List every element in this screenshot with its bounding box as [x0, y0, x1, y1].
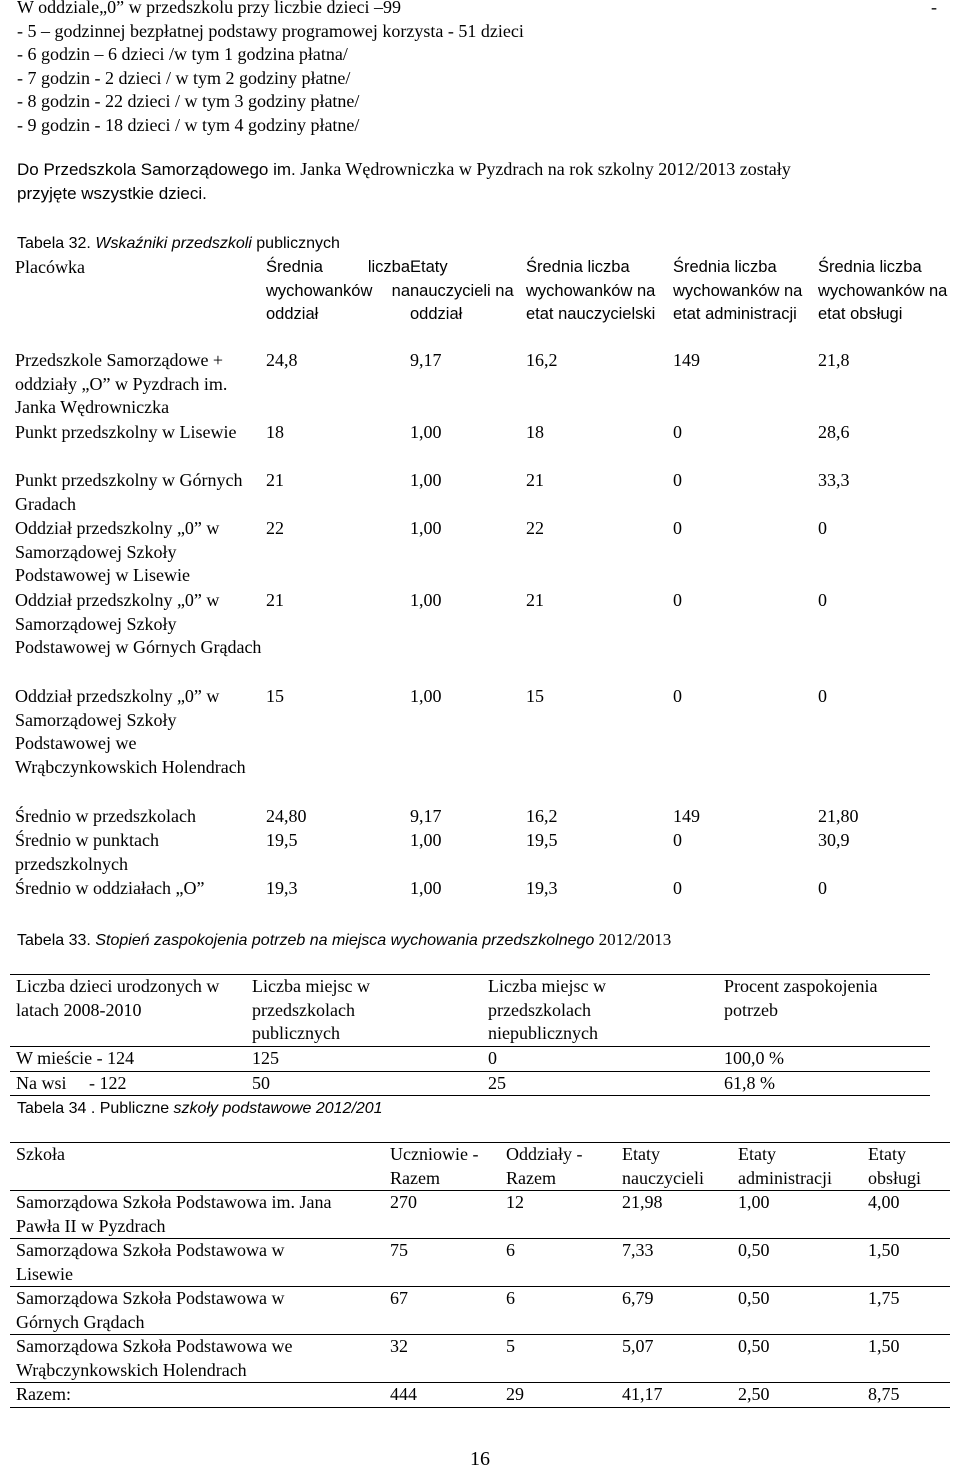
table-row [10, 1047, 930, 1072]
cell: 0 [818, 686, 827, 706]
table-row [10, 1191, 950, 1239]
table-row [10, 1335, 950, 1383]
cell: 24,80 [266, 806, 307, 826]
caption-title: Wskaźniki przedszkoli [95, 235, 252, 252]
intro-line: W oddziale„0” w przedszkolu przy liczbie dzieci –99 [17, 0, 402, 17]
header-cell: Liczba miejsc w przedszkolach publicznych [246, 975, 482, 1047]
table-row [15, 829, 950, 877]
table-row [15, 421, 950, 469]
cell-placowka: Średnio w przedszkolach [15, 806, 196, 826]
cell: 1,00 [410, 878, 442, 898]
cell: 9,17 [410, 806, 442, 826]
caption-title: Stopień zaspokojenia potrzeb na miejsca wychowania przedszkolnego [95, 932, 595, 949]
cell: 33,3 [818, 470, 850, 490]
cell: 0 [673, 878, 682, 898]
admission-note [17, 158, 947, 205]
cell: 41,17 [616, 1383, 732, 1408]
cell: 16,2 [526, 350, 558, 370]
cell: 6,79 [616, 1287, 732, 1335]
cell: 21 [266, 470, 284, 490]
cell-school: Razem: [10, 1383, 384, 1408]
header-cell: Szkoła [10, 1143, 384, 1191]
table-row [15, 877, 950, 903]
table-row [10, 1071, 930, 1096]
header-cell: Oddziały - Razem [500, 1143, 616, 1191]
header-cell: Etaty obsługi [862, 1143, 950, 1191]
table-header-row [15, 256, 950, 349]
cell-placowka: Oddział przedszkolny „0” w Samorządowej Szkoły Podstawowej w Górnych Grądach [15, 590, 262, 657]
cell: 1,50 [862, 1335, 950, 1383]
intro-dash: - [931, 0, 937, 17]
cell: 15 [266, 686, 284, 706]
cell: 270 [384, 1191, 500, 1239]
cell-placowka: Przedszkole Samorządowe + oddziały „O” w Pyzdrach im. Janka Wędrowniczka [15, 350, 228, 417]
cell: 0 [673, 830, 682, 850]
table-row [15, 349, 950, 421]
cell: 75 [384, 1239, 500, 1287]
cell-school: Samorządowa Szkoła Podstawowa im. Jana Pawła II w Pyzdrach [10, 1191, 384, 1239]
table-total-row [10, 1383, 950, 1408]
cell: 5 [500, 1335, 616, 1383]
cell: 22 [526, 518, 544, 538]
cell: 19,3 [266, 878, 298, 898]
cell-school: Samorządowa Szkoła Podstawowa w Górnych Grądach [10, 1287, 384, 1335]
cell: 7,33 [616, 1239, 732, 1287]
caption-tail: publicznych [251, 235, 340, 252]
cell-school: Samorządowa Szkoła Podstawowa w Lisewie [10, 1239, 384, 1287]
table33-caption [17, 928, 671, 953]
cell: 28,6 [818, 422, 850, 442]
caption-title: szkoły podstawowe 2012/201 [169, 1100, 383, 1117]
header-cell: Etaty administracji [732, 1143, 862, 1191]
table-row [15, 469, 950, 517]
caption-plain: Publiczne [99, 1100, 170, 1117]
cell-school: Samorządowa Szkoła Podstawowa we Wrąbczynkowskich Holendrach [10, 1335, 384, 1383]
cell: 0 [818, 590, 827, 610]
cell: 0 [673, 686, 682, 706]
cell: 32 [384, 1335, 500, 1383]
cell: 21,98 [616, 1191, 732, 1239]
table32-caption [17, 231, 340, 256]
note-rest: Janka Wędrowniczka w Pyzdrach na rok szkolny 2012/2013 zostały [295, 159, 791, 179]
cell-placowka: Oddział przedszkolny „0” w Samorządowej Szkoły Podstawowej we Wrąbczynkowskich Holendrach [15, 686, 246, 777]
caption-tail: 2012/2013 [594, 930, 672, 949]
header-cell: Średnia liczba wychowanków na etat nauczycielski [526, 258, 656, 323]
cell: 0 [482, 1047, 718, 1072]
caption-label: Tabela 33. [17, 932, 91, 949]
cell: 0,50 [732, 1287, 862, 1335]
header-cell: Uczniowie -Razem [384, 1143, 500, 1191]
cell: 18 [266, 422, 284, 442]
intro-line: - 9 godzin - 18 dzieci / w tym 4 godziny płatne/ [17, 114, 360, 135]
cell: 1,50 [862, 1239, 950, 1287]
cell: 2,50 [732, 1383, 862, 1408]
intro-block [17, 0, 947, 137]
cell: Na wsi - 122 [10, 1071, 246, 1096]
cell: 21,8 [818, 350, 850, 370]
cell: 21 [266, 590, 284, 610]
cell: 149 [673, 806, 700, 826]
header-cell: Średnia liczba wychowanków na etat obsługi [818, 258, 948, 323]
header-cell: Placówka [15, 257, 85, 277]
cell: 22 [266, 518, 284, 538]
caption-sep: . [86, 1100, 100, 1117]
table-row [15, 589, 950, 685]
cell: 0 [673, 422, 682, 442]
cell: 1,00 [410, 518, 442, 538]
cell: 0 [818, 518, 827, 538]
caption-label: Tabela 34 [17, 1100, 87, 1117]
cell: 50 [246, 1071, 482, 1096]
table-row [15, 805, 950, 829]
cell: 125 [246, 1047, 482, 1072]
cell: 1,00 [410, 590, 442, 610]
cell: 444 [384, 1383, 500, 1408]
cell: 0,50 [732, 1335, 862, 1383]
table-row [15, 517, 950, 589]
page-number: 16 [470, 1448, 490, 1470]
cell: 15 [526, 686, 544, 706]
cell: 19,3 [526, 878, 558, 898]
cell-placowka: Średnio w oddziałach „O” [15, 878, 205, 898]
intro-line: - 8 godzin - 22 dzieci / w tym 3 godziny płatne/ [17, 91, 360, 111]
cell: 24,8 [266, 350, 298, 370]
cell: 1,00 [410, 686, 442, 706]
header-cell: Liczba dzieci urodzonych w latach 2008-2010 [10, 975, 246, 1047]
cell: 8,75 [862, 1383, 950, 1408]
cell: 12 [500, 1191, 616, 1239]
cell: 21 [526, 590, 544, 610]
table34 [10, 1142, 950, 1408]
cell: 19,5 [526, 830, 558, 850]
table-header-row [10, 975, 930, 1047]
cell: 4,00 [862, 1191, 950, 1239]
caption-label: Tabela 32. [17, 235, 91, 252]
table33 [10, 974, 930, 1096]
cell: 1,75 [862, 1287, 950, 1335]
cell: 16,2 [526, 806, 558, 826]
table-row [15, 685, 950, 805]
table32 [15, 256, 950, 903]
cell: 30,9 [818, 830, 850, 850]
cell: 1,00 [410, 422, 442, 442]
note-line2: przyjęte wszystkie dzieci. [17, 183, 207, 203]
cell: 9,17 [410, 350, 442, 370]
cell: 6 [500, 1239, 616, 1287]
header-cell: Średnia liczba wychowanków na oddział [266, 258, 410, 323]
table34-caption [17, 1096, 383, 1121]
cell: 1,00 [410, 830, 442, 850]
cell: 18 [526, 422, 544, 442]
intro-line: - 7 godzin - 2 dzieci / w tym 2 godziny płatne/ [17, 67, 351, 88]
cell: 1,00 [732, 1191, 862, 1239]
cell-placowka: Punkt przedszkolny w Lisewie [15, 422, 237, 442]
cell-placowka: Średnio w punktach przedszkolnych [15, 830, 159, 874]
cell: 0 [818, 878, 827, 898]
cell: W mieście - 124 [10, 1047, 246, 1072]
cell: 67 [384, 1287, 500, 1335]
cell: 0 [673, 518, 682, 538]
cell-placowka: Punkt przedszkolny w Górnych Gradach [15, 470, 243, 514]
cell: 149 [673, 350, 700, 370]
cell-placowka: Oddział przedszkolny „0” w Samorządowej Szkoły Podstawowej w Lisewie [15, 518, 220, 585]
cell: 0 [673, 590, 682, 610]
cell: 1,00 [410, 470, 442, 490]
table-row [10, 1287, 950, 1335]
intro-line: - 5 – godzinnej bezpłatnej podstawy programowej korzysta - 51 dzieci [17, 20, 524, 41]
header-cell: Procent zaspokojenia potrzeb [718, 975, 930, 1047]
cell: 100,0 % [718, 1047, 930, 1072]
cell: 0 [673, 470, 682, 490]
header-cell: Liczba miejsc w przedszkolach niepublicznych [482, 975, 718, 1047]
cell: 25 [482, 1071, 718, 1096]
cell: 21,80 [818, 806, 859, 826]
cell: 61,8 % [718, 1071, 930, 1096]
cell: 21 [526, 470, 544, 490]
intro-line: - 6 godzin – 6 dzieci /w tym 1 godzina płatna/ [17, 44, 348, 64]
cell: 19,5 [266, 830, 298, 850]
header-cell: Etaty nauczycieli [616, 1143, 732, 1191]
header-cell: Etaty nauczycieli na oddział [410, 258, 514, 323]
cell: 0,50 [732, 1239, 862, 1287]
cell: 29 [500, 1383, 616, 1408]
note-prefix: Do Przedszkola Samorządowego im. [17, 160, 296, 179]
table-row [10, 1239, 950, 1287]
table-header-row [10, 1143, 950, 1191]
cell: 6 [500, 1287, 616, 1335]
cell: 5,07 [616, 1335, 732, 1383]
header-cell: Średnia liczba wychowanków na etat administracji [673, 258, 803, 323]
